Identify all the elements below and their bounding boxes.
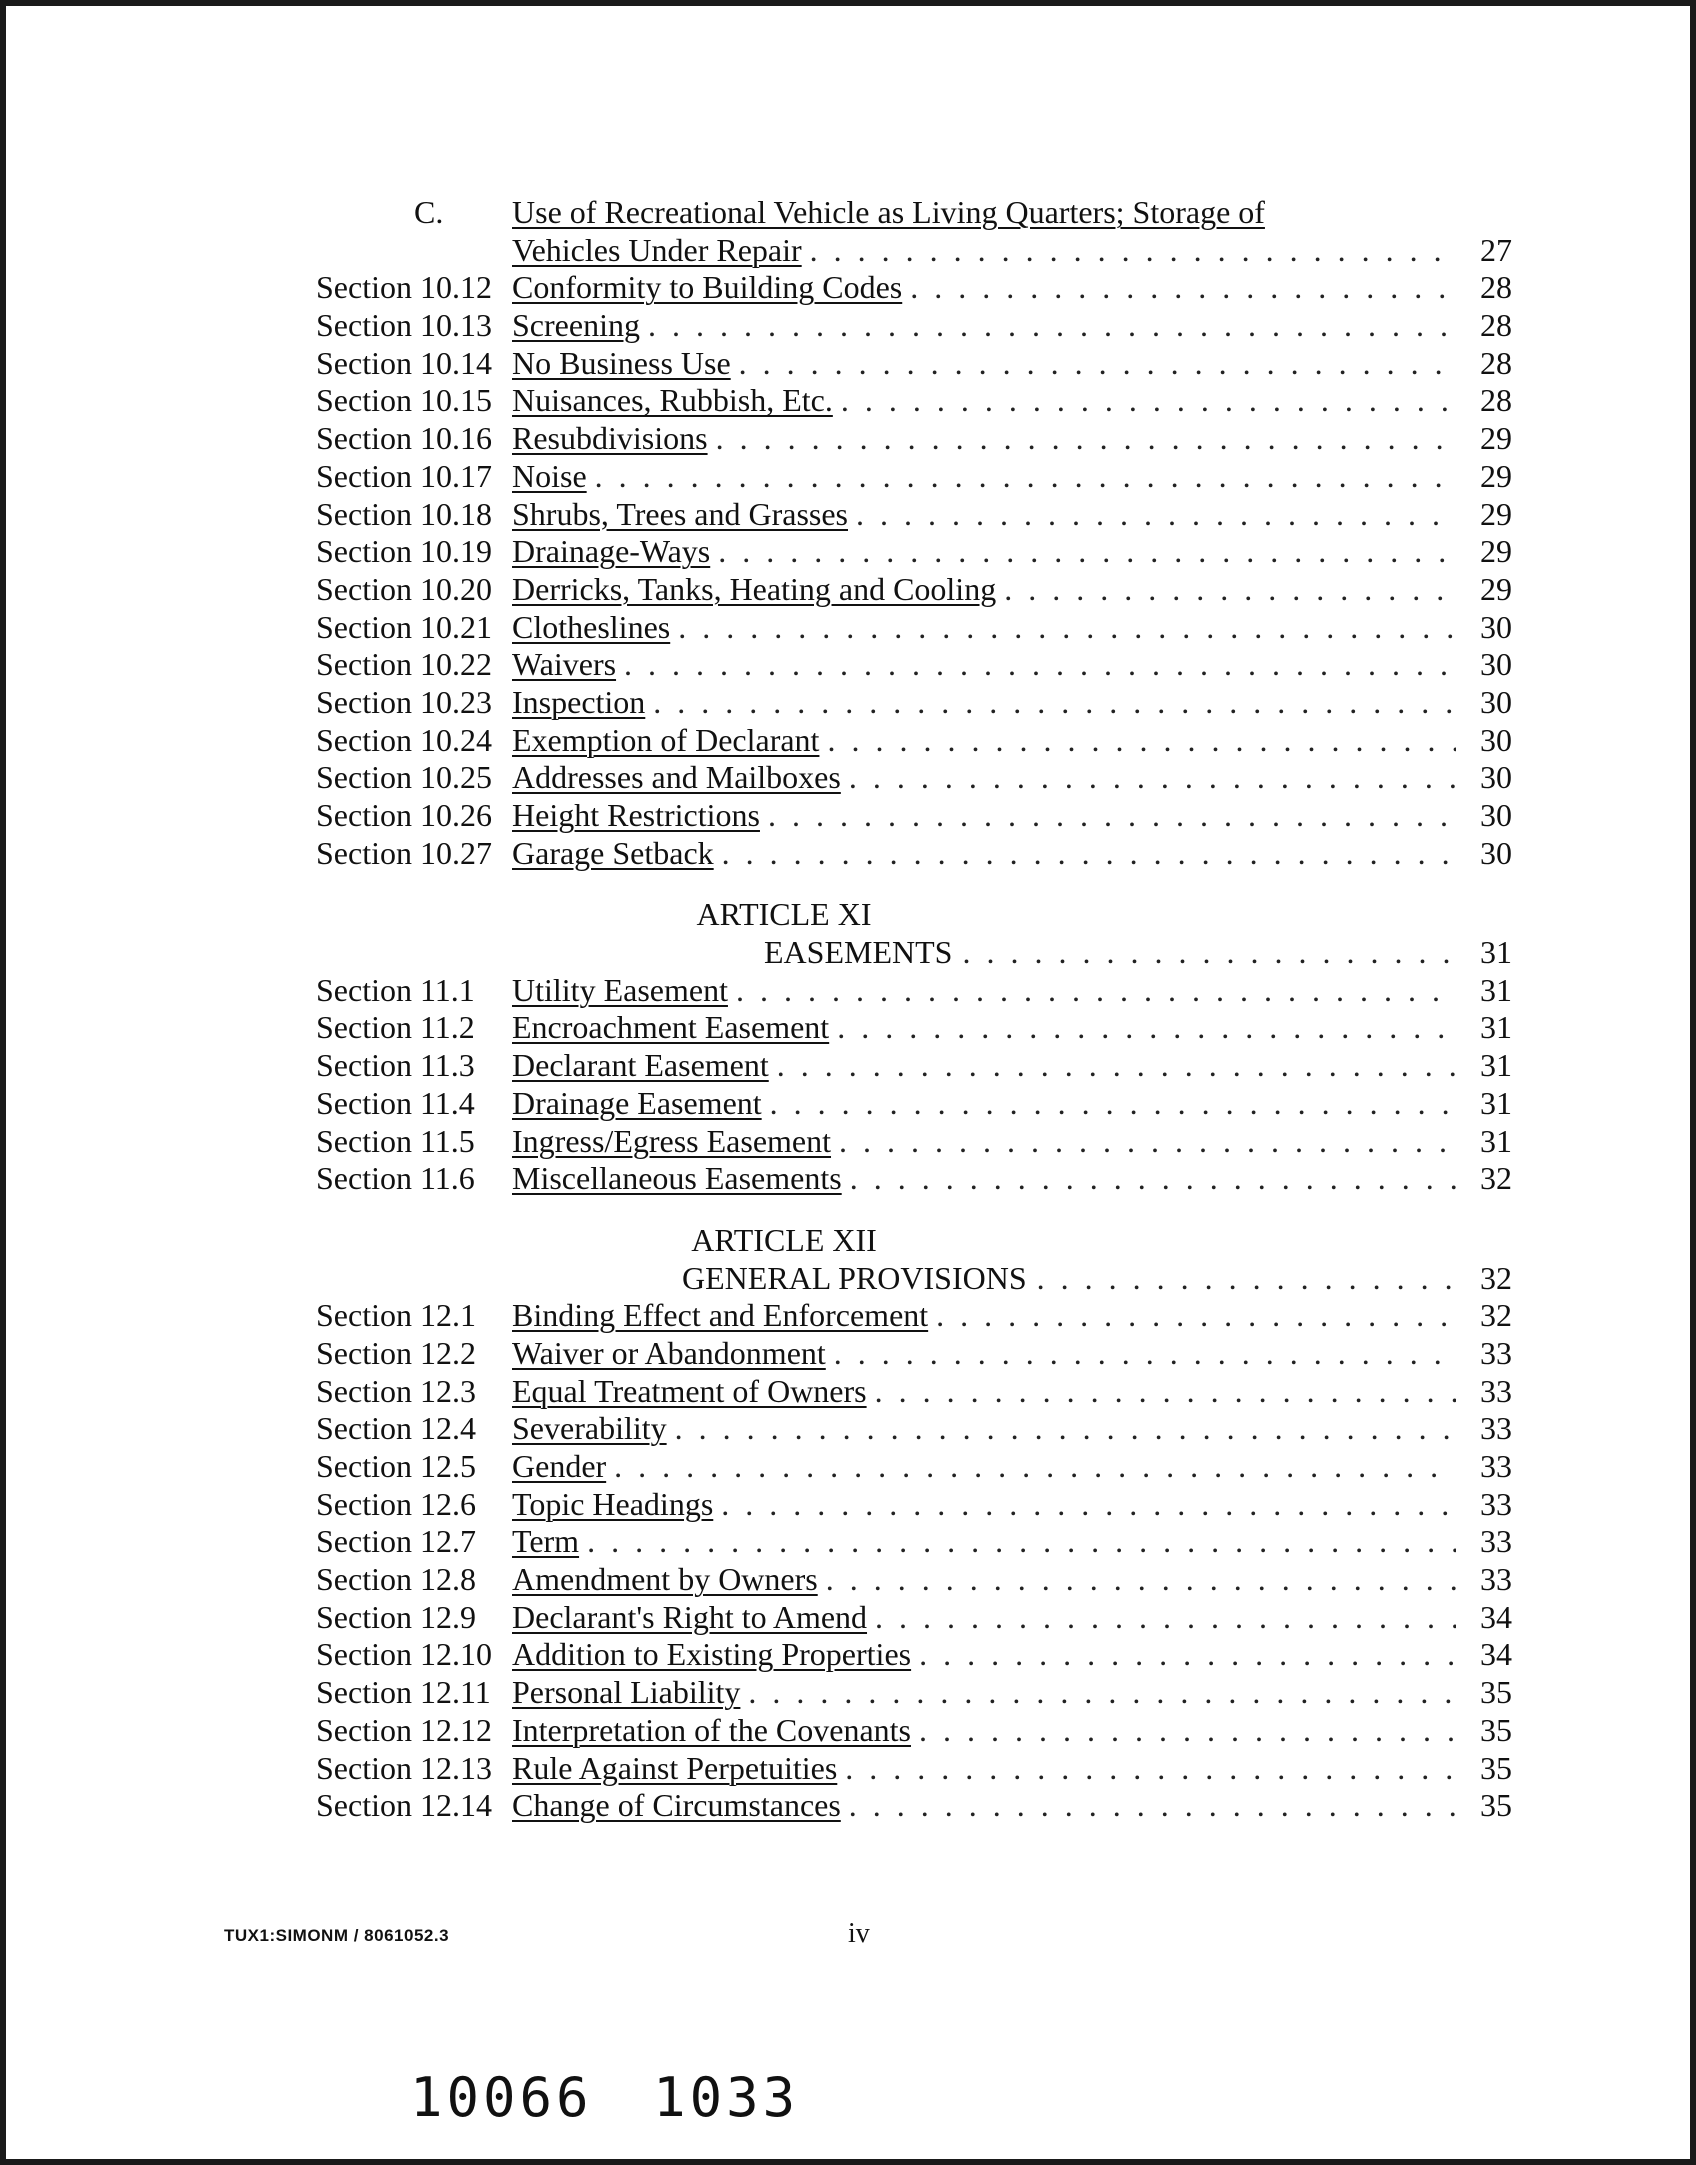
toc-entry <box>316 533 1512 571</box>
toc-entry-title[interactable]: Utility Easement <box>512 971 728 1008</box>
dot-leader <box>910 269 1456 307</box>
toc-entry-label: C. <box>414 194 444 230</box>
toc-entry-title[interactable]: Miscellaneous Easements <box>512 1160 842 1197</box>
toc-entry-label: Section 10.25 <box>316 759 492 796</box>
toc-entry-label: Section 10.27 <box>316 834 492 871</box>
toc-entry-label: Section 10.22 <box>316 646 492 683</box>
toc-entry-label: Section 10.19 <box>316 533 492 570</box>
toc-entry-label: Section 10.24 <box>316 721 492 758</box>
toc-page-number: 28 <box>1480 344 1512 381</box>
toc-entry-c-line1 <box>316 194 1512 232</box>
toc-page-number: 31 <box>1480 1084 1512 1121</box>
toc-entry <box>316 1123 1512 1161</box>
dot-leader <box>810 232 1456 270</box>
toc-entry-title[interactable]: Declarant's Right to Amend <box>512 1598 868 1635</box>
toc-page-number: 30 <box>1480 834 1512 871</box>
toc-page-number: 29 <box>1480 570 1512 607</box>
toc-entry <box>316 1750 1512 1788</box>
toc-entry-title[interactable]: Noise <box>512 457 587 494</box>
toc-entry <box>316 307 1512 345</box>
toc-entry-label: Section 10.20 <box>316 570 492 607</box>
toc-page-number: 30 <box>1480 797 1512 833</box>
toc-entry-title[interactable]: Binding Effect and Enforcement <box>512 1297 929 1334</box>
dot-leader <box>962 934 1456 972</box>
toc-entry <box>316 835 1512 873</box>
article-heading: ARTICLE XII <box>691 1221 877 1258</box>
toc-page-number: 35 <box>1480 1749 1512 1786</box>
dot-leader <box>834 1335 1456 1373</box>
page-number: iv <box>848 1918 870 1949</box>
toc-entry-title[interactable]: Rule Against Perpetuities <box>512 1749 838 1786</box>
dot-leader <box>739 345 1456 383</box>
toc-page-number: 33 <box>1480 1372 1512 1409</box>
toc-entry-label: Section 10.13 <box>316 307 492 344</box>
toc-entry-title[interactable]: Addresses and Mailboxes <box>512 759 841 796</box>
toc-entry <box>316 345 1512 383</box>
toc-entry-title[interactable]: Conformity to Building Codes <box>512 269 903 306</box>
toc-entry <box>316 1599 1512 1637</box>
dot-leader <box>624 646 1456 684</box>
toc-entry <box>316 609 1512 647</box>
toc-entry-title[interactable]: Change of Circumstances <box>512 1787 841 1824</box>
dot-leader <box>722 835 1456 873</box>
toc-entry <box>316 1047 1512 1085</box>
toc-entry-label: Section 12.13 <box>316 1749 492 1786</box>
toc-entry-label: Section 12.12 <box>316 1711 492 1748</box>
toc-entry-title[interactable]: Equal Treatment of Owners <box>512 1372 867 1409</box>
toc-entry-label: Section 12.8 <box>316 1561 476 1598</box>
toc-page-number: 34 <box>1480 1636 1512 1673</box>
toc-entry-title[interactable]: Topic Headings <box>512 1485 714 1522</box>
toc-page-number: 32 <box>1480 1297 1512 1334</box>
toc-entry <box>316 1085 1512 1123</box>
toc-entry-label: Section 12.5 <box>316 1448 476 1484</box>
article-title[interactable]: EASEMENTS <box>764 934 953 971</box>
dot-leader <box>919 1636 1456 1674</box>
dot-leader <box>845 1750 1456 1788</box>
document-code: TUX1:SIMONM / 8061052.3 <box>224 1926 450 1945</box>
toc-entry-title[interactable]: Use of Recreational Vehicle as Living Quarters; Storage of <box>512 194 1265 230</box>
dot-leader <box>748 1674 1456 1712</box>
dot-leader <box>875 1599 1456 1637</box>
toc-entry-label: Section 10.21 <box>316 608 492 645</box>
toc-entry-label: Section 10.12 <box>316 269 492 306</box>
toc-entry-title[interactable]: Interpretation of the Covenants <box>512 1711 911 1748</box>
toc-entry <box>316 1712 1512 1750</box>
toc-entry-label: Section 10.26 <box>316 797 492 833</box>
toc-entry <box>316 1297 1512 1335</box>
toc-entry <box>316 722 1512 760</box>
toc-entry-title[interactable]: Nuisances, Rubbish, Etc. <box>512 382 833 419</box>
toc-page-number: 27 <box>1480 231 1512 268</box>
toc-entry-label: Section 12.6 <box>316 1485 476 1522</box>
toc-page-number: 28 <box>1480 307 1512 344</box>
toc-entry-label: Section 12.2 <box>316 1334 476 1371</box>
toc-page-number: 34 <box>1480 1598 1512 1635</box>
dot-leader <box>770 1085 1456 1123</box>
toc-page-number: 30 <box>1480 683 1512 720</box>
toc-entry <box>316 1160 1512 1198</box>
dot-leader <box>849 759 1456 797</box>
dot-leader <box>595 458 1456 496</box>
toc-page-number: 32 <box>1480 1259 1512 1296</box>
toc-page-number: 31 <box>1480 934 1512 971</box>
toc-entry-title[interactable]: Inspection <box>512 683 646 720</box>
toc-entry-label: Section 10.16 <box>316 420 492 457</box>
toc-page-number: 33 <box>1480 1561 1512 1598</box>
toc-entry-label: Section 12.3 <box>316 1372 476 1409</box>
toc-entry-label: Section 11.2 <box>316 1009 475 1046</box>
toc-entry-title[interactable]: Height Restrictions <box>512 797 760 833</box>
toc-entry-label: Section 12.9 <box>316 1598 476 1635</box>
dot-leader <box>721 1486 1456 1524</box>
toc-entry-title[interactable]: No Business Use <box>512 344 731 381</box>
toc-entry <box>316 496 1512 534</box>
toc-entry <box>316 646 1512 684</box>
toc-entry <box>316 1561 1512 1599</box>
dot-leader <box>614 1448 1456 1486</box>
dot-leader <box>653 684 1456 722</box>
dot-leader <box>736 972 1456 1010</box>
dot-leader <box>839 1123 1456 1161</box>
toc-entry-label: Section 10.17 <box>316 457 492 494</box>
toc-entry-title[interactable]: Personal Liability <box>512 1674 741 1711</box>
toc-entry-title[interactable]: Ingress/Egress Easement <box>512 1122 832 1159</box>
dot-leader <box>768 797 1456 835</box>
toc-entry <box>316 1787 1512 1825</box>
toc-page-number: 29 <box>1480 457 1512 494</box>
toc-entry <box>316 382 1512 420</box>
toc-entry-label: Section 12.14 <box>316 1787 492 1824</box>
toc-entry-label: Section 11.6 <box>316 1160 475 1197</box>
toc-page-number: 31 <box>1480 1009 1512 1046</box>
toc-entry-label: Section 11.4 <box>316 1084 475 1121</box>
bates-stamp: 10066 1033 <box>410 2066 800 2129</box>
dot-leader <box>826 1561 1456 1599</box>
toc-entry-title[interactable]: Screening <box>512 307 640 344</box>
toc-entry <box>316 797 1512 835</box>
toc-page-number: 29 <box>1480 495 1512 532</box>
dot-leader <box>718 533 1456 571</box>
toc-entry <box>316 1486 1512 1524</box>
article-title[interactable]: GENERAL PROVISIONS <box>682 1259 1027 1296</box>
dot-leader <box>919 1712 1456 1750</box>
dot-leader <box>936 1297 1456 1335</box>
toc-page-number: 33 <box>1480 1410 1512 1447</box>
toc-entry-label: Section 12.1 <box>316 1297 476 1334</box>
toc-entry-label: Section 12.10 <box>316 1636 492 1673</box>
toc-page-number: 30 <box>1480 608 1512 645</box>
toc-entry <box>316 1636 1512 1674</box>
toc-page-number: 32 <box>1480 1160 1512 1197</box>
toc-entry-label: Section 10.23 <box>316 683 492 720</box>
toc-entry-label: Section 10.15 <box>316 382 492 419</box>
table-of-contents <box>316 194 1512 1825</box>
toc-entry <box>316 1335 1512 1373</box>
toc-page-number: 31 <box>1480 1047 1512 1084</box>
toc-entry <box>316 420 1512 458</box>
toc-page-number: 33 <box>1480 1334 1512 1371</box>
toc-entry <box>316 1009 1512 1047</box>
toc-entry-title[interactable]: Resubdivisions <box>512 420 708 457</box>
toc-entry <box>316 1448 1512 1486</box>
toc-entry-title[interactable]: Gender <box>512 1448 607 1484</box>
toc-entry <box>316 1523 1512 1561</box>
toc-page-number: 35 <box>1480 1787 1512 1824</box>
toc-page-number: 28 <box>1480 269 1512 306</box>
toc-page-number: 28 <box>1480 382 1512 419</box>
toc-entry-title[interactable]: Waivers <box>512 646 617 683</box>
dot-leader <box>849 1787 1456 1825</box>
dot-leader <box>841 382 1456 420</box>
article-heading: ARTICLE XI <box>696 896 872 933</box>
toc-entry-title[interactable]: Shrubs, Trees and Grasses <box>512 495 848 532</box>
dot-leader <box>587 1523 1456 1561</box>
toc-page-number: 31 <box>1480 971 1512 1008</box>
article-title-row <box>316 934 1512 972</box>
toc-page-number: 31 <box>1480 1122 1512 1159</box>
dot-leader <box>678 609 1456 647</box>
toc-entry-c-line2 <box>316 232 1512 270</box>
toc-page-number: 30 <box>1480 759 1512 796</box>
dot-leader <box>777 1047 1456 1085</box>
toc-entry-title[interactable]: Addition to Existing Properties <box>512 1636 912 1673</box>
toc-entry-title[interactable]: Clotheslines <box>512 608 671 645</box>
toc-entry <box>316 972 1512 1010</box>
toc-entry-label: Section 12.4 <box>316 1410 476 1447</box>
toc-entry-label: Section 11.3 <box>316 1047 475 1084</box>
dot-leader <box>716 420 1456 458</box>
toc-entry-title[interactable]: Garage Setback <box>512 834 714 871</box>
toc-entry <box>316 759 1512 797</box>
dot-leader <box>827 722 1456 760</box>
toc-entry-title[interactable]: Encroachment Easement <box>512 1009 830 1046</box>
toc-entry <box>316 1410 1512 1448</box>
toc-entry-title[interactable]: Drainage Easement <box>512 1084 762 1121</box>
toc-entry <box>316 1674 1512 1712</box>
toc-entry <box>316 1373 1512 1411</box>
dot-leader <box>1004 571 1456 609</box>
toc-page-number: 35 <box>1480 1674 1512 1711</box>
dot-leader <box>837 1009 1456 1047</box>
dot-leader <box>856 496 1456 534</box>
toc-entry-title[interactable]: Severability <box>512 1410 667 1447</box>
toc-entry-title[interactable]: Declarant Easement <box>512 1047 769 1084</box>
article-title-row <box>316 1260 1512 1298</box>
toc-entry-label: Section 12.11 <box>316 1674 491 1711</box>
dot-leader <box>850 1160 1456 1198</box>
dot-leader <box>1037 1260 1456 1298</box>
toc-page-number: 33 <box>1480 1485 1512 1522</box>
toc-page-number: 29 <box>1480 420 1512 457</box>
dot-leader <box>648 307 1456 345</box>
toc-entry-title[interactable]: Amendment by Owners <box>512 1561 818 1598</box>
toc-entry-title[interactable]: Exemption of Declarant <box>512 721 820 758</box>
toc-page-number: 30 <box>1480 646 1512 683</box>
toc-page-number: 35 <box>1480 1711 1512 1748</box>
toc-entry-title[interactable]: Term <box>512 1523 580 1560</box>
dot-leader <box>675 1410 1456 1448</box>
toc-page-number: 33 <box>1480 1523 1512 1560</box>
toc-entry <box>316 571 1512 609</box>
toc-entry-label: Section 12.7 <box>316 1523 476 1560</box>
toc-entry-title[interactable]: Waiver or Abandonment <box>512 1334 826 1371</box>
toc-entry-title[interactable]: Derricks, Tanks, Heating and Cooling <box>512 570 997 607</box>
toc-entry-label: Section 10.14 <box>316 344 492 381</box>
toc-entry <box>316 458 1512 496</box>
toc-entry-label: Section 10.18 <box>316 495 492 532</box>
toc-page-number: 29 <box>1480 533 1512 570</box>
toc-entry-label: Section 11.1 <box>316 971 475 1008</box>
toc-entry-title[interactable]: Vehicles Under Repair <box>512 231 802 268</box>
toc-page-number: 30 <box>1480 721 1512 758</box>
toc-entry-title[interactable]: Drainage-Ways <box>512 533 711 570</box>
toc-page-number: 33 <box>1480 1448 1512 1484</box>
toc-entry-label: Section 11.5 <box>316 1122 475 1159</box>
dot-leader <box>875 1373 1456 1411</box>
toc-entry <box>316 269 1512 307</box>
toc-entry <box>316 684 1512 722</box>
